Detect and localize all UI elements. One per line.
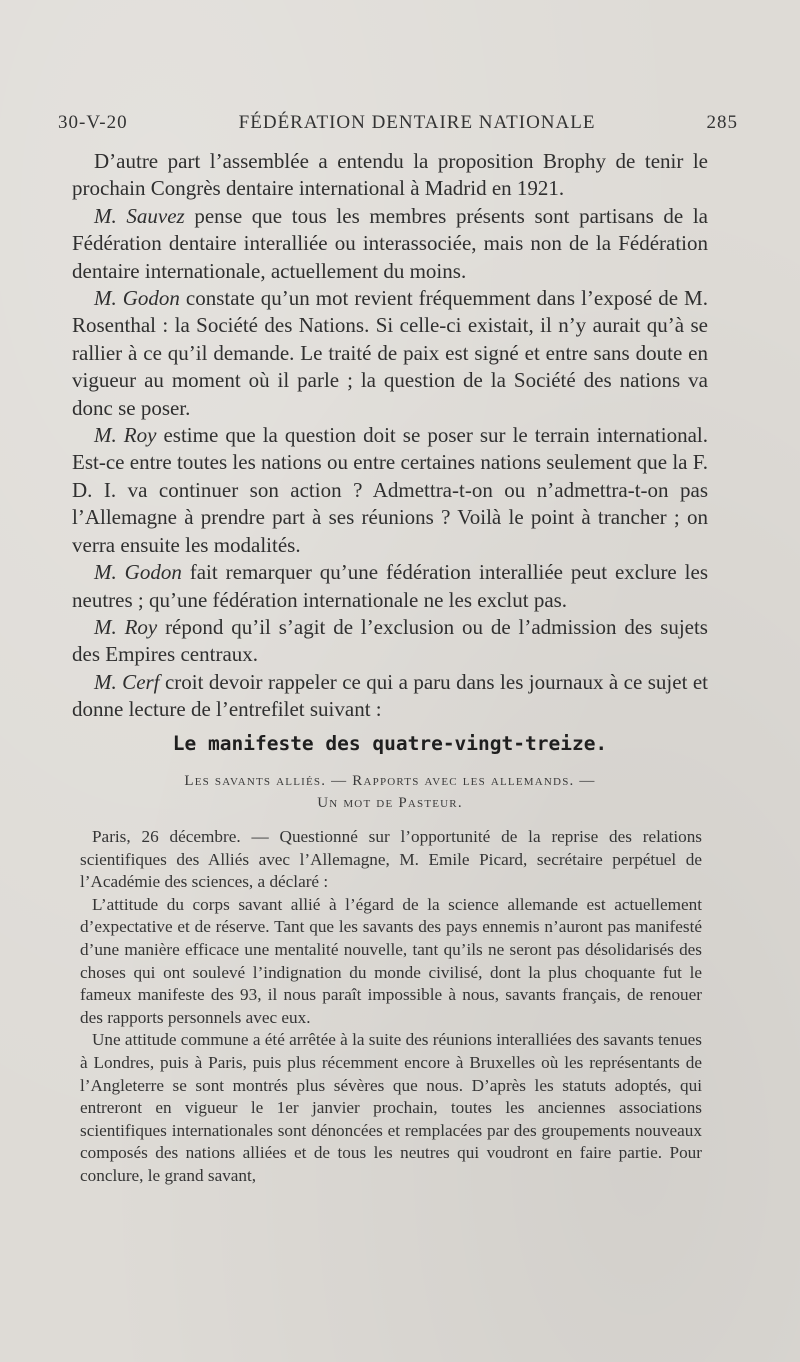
paragraph-text: répond qu’il s’agit de l’exclusion ou de l’admission des sujets des Empires centraux. [72, 614, 708, 667]
issue-date: 30-V-20 [58, 112, 128, 133]
paragraph-text: D’autre part l’assemblée a entendu la proposition Brophy de tenir le prochain Congrès dentaire international à Madrid en 1921. [72, 149, 708, 201]
paragraph [72, 203, 708, 285]
paragraph [72, 614, 708, 669]
journal-title: FÉDÉRATION DENTAIRE NATIONALE [238, 112, 596, 133]
speaker-name: M. Sauvez [94, 203, 185, 228]
paragraph-text: fait remarquer qu’une fédération interalliée peut exclure les neutres ; qu’une fédération internationale ne les exclut pas. [72, 560, 708, 612]
subtitle-line: Un mot de Pasteur. [317, 795, 463, 811]
paragraph-text: croit devoir rappeler ce qui a paru dans les journaux à ce sujet et donne lecture de l’entrefilet suivant : [72, 669, 709, 722]
quote-paragraph: Paris, 26 décembre. — Questionné sur l’opportunité de la reprise des relations scientifiques des Alliés avec l’Allemagne, M. Emile Picard, secrétaire perpétuel de l’Académie des sciences, a déclaré : [80, 827, 702, 892]
speaker-name: M. Roy [94, 614, 158, 639]
running-header [58, 112, 738, 144]
paragraph [72, 559, 708, 614]
page-number: 285 [706, 112, 738, 133]
paragraph [72, 148, 708, 203]
speaker-name: M. Godon [94, 560, 182, 585]
speaker-name: M. Godon [94, 286, 180, 311]
paragraph-text: pense que tous les membres présents sont partisans de la Fédération dentaire interalliée ou interassociée, mais non de la Fédération dentaire internationale, actuellement du moins. [72, 203, 708, 283]
subtitle-line: Les savants alliés. — Rapports avec les allemands. — [184, 773, 596, 789]
article-subtitle [72, 770, 708, 814]
paragraph [72, 285, 708, 422]
speaker-name: M. Roy [94, 423, 157, 448]
paragraph-text: estime que la question doit se poser sur le terrain international. Est-ce entre toutes les nations ou entre certaines nations seulement que la F. D. I. va continuer son action ? Admettra-t-on ou n’admettra-t-on pas l’Allemagne à prendre part à ses réunions ? Voilà le point à trancher ; on verra ensuite les modalités. [72, 423, 708, 557]
paragraph-text: constate qu’un mot revient fréquemment dans l’exposé de M. Rosenthal : la Société des Nations. Si celle-ci existait, il n’y aurait qu’à se rallier à ce qu’il demande. Le traité de paix est signé et entre sans doute en vigueur au moment où il parle ; la question de la Société des nations va donc se poser. [72, 286, 708, 420]
paragraph [72, 669, 708, 724]
quote-paragraph: L’attitude du corps savant allié à l’égard de la science allemande est actuellement d’expectative et de réserve. Tant que les savants des pays ennemis n’auront pas manifesté d’une manière efficace une mentalité nouvelle, tant qu’ils ne seront pas désolidarisés des choses qui ont soulevé l’indignation du monde civilisé, dont la plus choquante fut le fameux manifeste des 93, il nous paraît impossible à nous, savants français, de renouer des rapports personnels avec eux. [80, 894, 702, 1027]
article-title: Le manifeste des quatre-vingt-treize. [172, 732, 608, 755]
quote-paragraph: Une attitude commune a été arrêtée à la suite des réunions interalliées des savants tenues à Londres, puis à Paris, puis plus récemment encore à Bruxelles où les représentants de l’Angleterre se sont montrés plus sévères que nous. D’après les statuts adoptés, qui entreront en vigueur le 1er janvier prochain, toutes les anciennes associations scientifiques internationales sont dénoncées et remplacées par des groupements nouveaux composés des nations alliées et de tous les neutres qui voudront en faire partie. Pour conclure, le grand savant, [80, 1030, 702, 1185]
minutes-body [72, 148, 708, 724]
speaker-name: M. Cerf [94, 669, 160, 694]
paragraph [72, 422, 708, 559]
quoted-article [80, 826, 702, 1188]
